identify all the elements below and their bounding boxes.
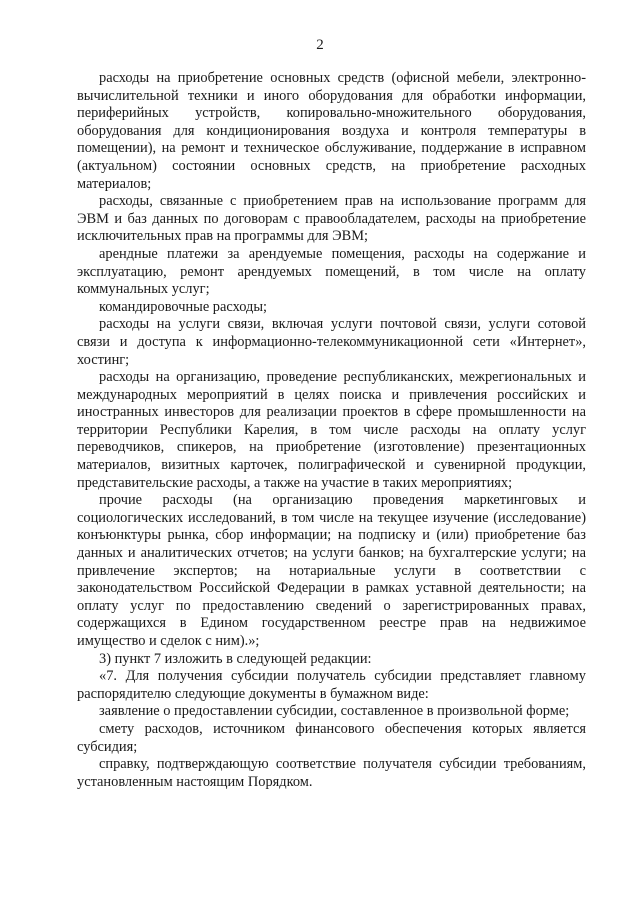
paragraph-software-rights: расходы, связанные с приобретением прав на использование программ для ЭВМ и баз данных по договорам с правообладателем, расходы на приобретение исключительных прав на программы для ЭВМ;	[77, 193, 586, 245]
document-body	[77, 70, 586, 791]
paragraph-travel: командировочные расходы;	[99, 298, 267, 315]
paragraph-fixed-assets: расходы на приобретение основных средств (офисной мебели, электронно-вычислительной техники и иного оборудования для обработки информации, периферийных устройств, копировально-множительного оборудования, оборудования для кондиционирования воздуха и контроля температуры в помещении), на ремонт и техническое обслуживание, поддержание в исправном (актуальном) состоянии основных средств, на приобретение расходных материалов;	[77, 70, 586, 192]
page-number: 2	[316, 37, 324, 53]
paragraph-other-expenses: прочие расходы (на организацию проведения маркетинговых и социологических исследований, в том числе на текущее изучение (исследование) конъюнктуры рынка, сбор информации; на подписку и (или) приобретение баз данных и аналитических отчетов; на услуги банков; на бухгалтерские услуги; на привлечение экспертов; на нотариальные услуги в соответствии с законодательством Российской Федерации в рамках уставной деятельности; на оплату услуг по предоставлению сведений о зарегистрированных правах, содержащихся в Едином государственном реестре прав на недвижимое имущество и сделок с ним).»;	[77, 492, 586, 649]
paragraph-clause-3: 3) пункт 7 изложить в следующей редакции:	[99, 650, 372, 667]
paragraph-item-7: «7. Для получения субсидии получатель субсидии представляет главному распорядителю следующие документы в бумажном виде:	[77, 668, 586, 702]
paragraph-certificate: справку, подтверждающую соответствие получателя субсидии требованиям, установленным настоящим Порядком.	[77, 756, 586, 790]
paragraph-estimate: смету расходов, источником финансового обеспечения которых является субсидия;	[77, 720, 586, 755]
paragraph-communication: расходы на услуги связи, включая услуги почтовой связи, услуги сотовой связи и доступа к информационно-телекоммуникационной сети «Интернет», хостинг;	[77, 316, 586, 368]
paragraph-application: заявление о предоставлении субсидии, составленное в произвольной форме;	[99, 703, 570, 720]
paragraph-events: расходы на организацию, проведение республиканских, межрегиональных и международных мероприятий в целях поиска и привлечения российских и иностранных инвесторов для реализации проектов в сфере промышленности на территории Республики Карелия, в том числе расходы на оплату услуг переводчиков, спикеров, на приобретение (изготовление) презентационных материалов, визитных карточек, полиграфической и сувенирной продукции, представительские расходы, а также на участие в таких мероприятиях;	[77, 369, 586, 491]
paragraph-rent: арендные платежи за арендуемые помещения, расходы на содержание и эксплуатацию, ремонт арендуемых помещений, в том числе на оплату коммунальных услуг;	[77, 245, 586, 298]
